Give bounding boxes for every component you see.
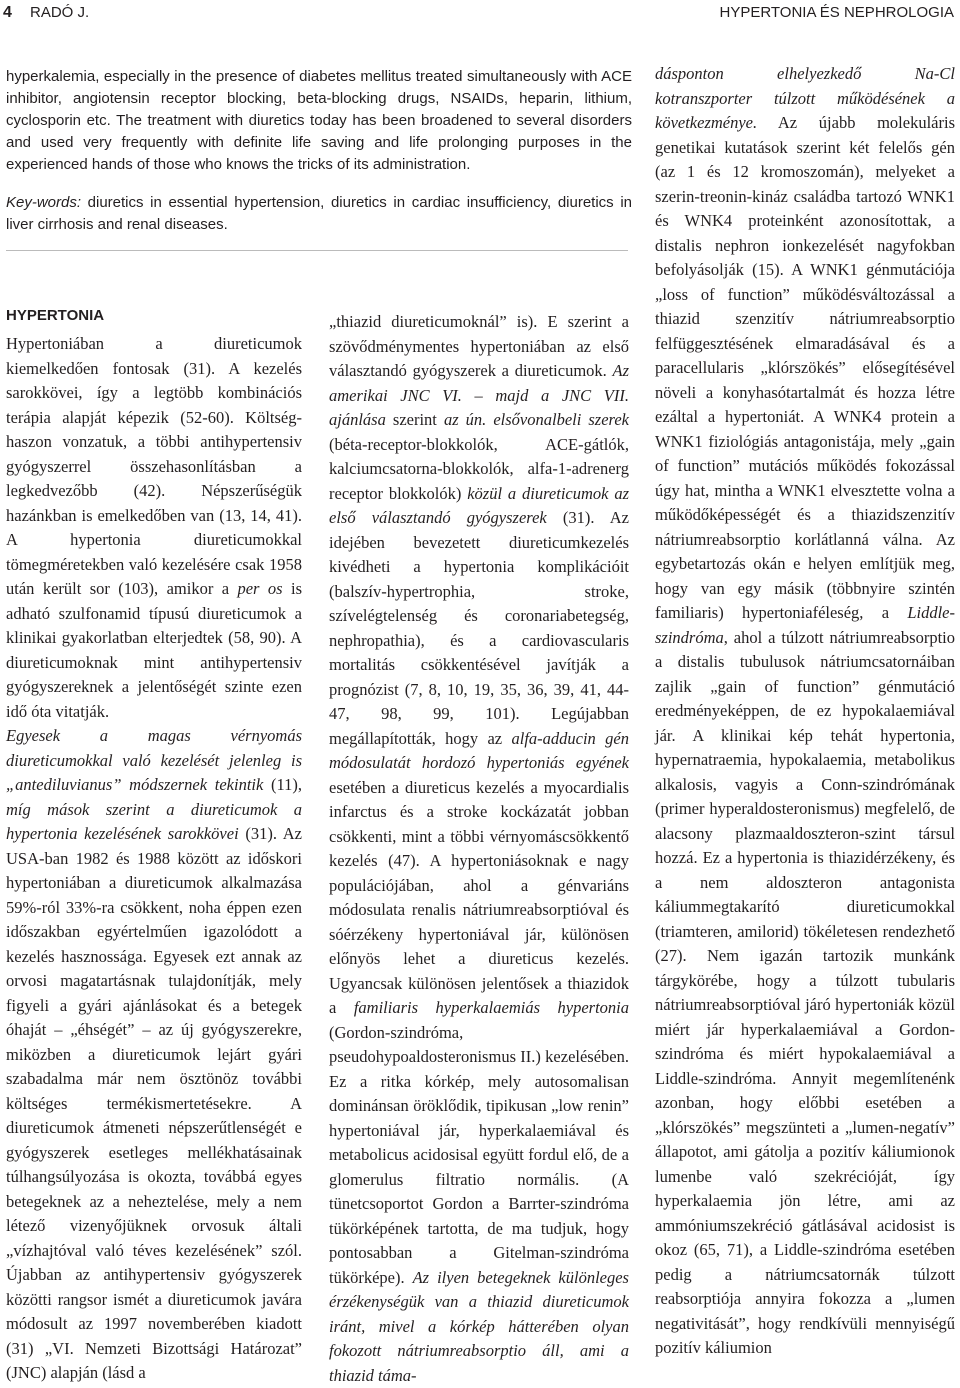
keywords	[6, 192, 632, 236]
section-heading: HYPERTONIA	[6, 307, 105, 324]
header-author: RADÓ J.	[30, 4, 90, 21]
english-abstract	[6, 66, 632, 236]
running-header	[0, 0, 960, 30]
section-divider	[6, 250, 628, 251]
column-2	[329, 310, 629, 1388]
paragraph: Hypertoniában a diureticumok kiemelkedően fontosak (31). A kezelés sarokkövei, így a legtöbb kombinációs terápia alapját képezik (52-60). Költség-haszon vonzatuk, a többi antihypertensiv gyógyszerrel összehasonlításban a legkedvezőbb (42). Népszerűségük hazánkban is emelkedőben van (13, 14, 41). A hypertonia diureticumokkal tömegméretekben való kezelésére csak 1958 után került sor (103), amikor a per os is adható szulfonamid típusú diureticumok a klinikai gyakorlatban elterjedtek (58, 90). A diureticumoknak mint antihypertensiv gyógyszereknek a jelentőségét szinte ezen idő óta vitatják.	[6, 334, 302, 721]
paragraph: dásponton elhelyezkedő Na-Cl kotranszporter túlzott működésének a következménye. Az újabb molekuláris genetikai kutatások szerint két felelős gén (az 1 és 12 kromoszomán), melyeket a szerin-treonin-kináz családba tartozó WNK1 és WNK4 proteinként azonosítottak, a distalis nephron ionkezelését nagyfokban befolyásolják (15). A WNK1 génmutációja „loss of function” működésváltozással a thiazid szenzitív nátriumreabsorptio felfüggesztésének elmaradásával és a paracellularis „klórszökés” elősegítésével növeli a konyhasótartalmát és hozza létre ezáltal a hypertoniát. A WNK4 protein a WNK1 fiziológiás antagonistája, mely „gain of function” mutációs működés fokozással úgy hat, mintha a WNK1 elvesztette volna a működőképességét és a thiazidszenzitív nátriumreabsorptio korlátlanná válna. Az egybetartozás okán e helyen említjük meg, hogy van egy másik (többnyire szintén familiaris) hypertoniaféleség, a Liddle-szindróma, ahol a túlzott nátriumreabsorptio a distalis tubulusok nátriumcsatornáiban zajlik „gain of function” génmutáció eredményeképpen, de ez hypokalaemiával jár. A klinikai kép tehát hypertonia, hypernatraemia, hypokalaemia, metabolikus alkalosis, vagyis a Conn-szindrómának (primer hyperaldosteronismus) megfelelő, de alacsony plazmaaldoszteron-szint társul hozzá. Ez a hypertonia is thiazidérzékeny, és a nem aldoszteron antagonista káliummegtakarító diureticumokkal (triamteren, amilorid) tökéletesen rendezhető (27). Nem igazán tartozik munkánk tárgykörébe, hogy a túlzott tubularis nátriumreabsorptióval járó hypertoniák közül miért jár hyperkalaemiával a Gordon-szindróma és miért hypokalaemiával a Liddle-szindróma. Annyit megemlítenénk azonban, hogy előbbi esetében a „klórszökés” megszünteti a „lumen-negatív” állapotot, ami gátolja a pozitív káliumionok lumenbe való szekrécióját, így hyperkalaemia jön létre, ami az ammóniumszekréció gátlásával acidosist is okoz (65, 71), a Liddle-szindróma esetében pedig a nátriumcsatornák túlzott reabsorptiója annyira fokozza a „lumen negativitását”, hogy rendkívüli mennyiségű pozitív káliumion	[655, 64, 955, 1357]
paragraph: „thiazid diureticumoknál” is). E szerint a szövődménymentes hypertoniában az első választandó gyógyszerek a diureticumok. Az amerikai JNC VI. – majd a JNC VII. ajánlása szerint az ún. elsővonalbeli szerek (béta-receptor-blokkolók, ACE-gátlók, kalciumcsatorna-blokkolók, alfa-1-adrenerg receptor blokkolók) közül a diureticumok az első választandó gyógyszerek (31). Az idejében bevezetett diureticumkezelés kivédheti a hypertonia komplikációit (balszív-hypertrophia, stroke, szívelégtelenség és coronariabetegség, nephropathia), és a cardiovascularis mortalitás csökkentésével javítják a prognózist (7, 8, 10, 19, 35, 36, 39, 41, 44-47, 98, 99, 101). Legújabban megállapították, hogy az alfa-adducin gén módosulatát hordozó hypertoniás egyének esetében a diureticus kezelés a myocardialis infarctus és a stroke kockázatát jobban csökkenti, mint a többi vérnyomáscsökkentő kezelés (47). A hypertoniásoknak e nagy populációjában, ahol a génvariáns módosulata renalis nátriumreabsorptióval és sóérzékeny hypertoniával jár, különösen előnyös lehet a diureticus kezelés. Ugyancsak különösen jelentősek a thiazidok a familiaris hyperkalaemiás hypertonia (Gordon-szindróma, pseudohypoaldosteronismus II.) kezelésében. Ez a ritka kórkép, mely autosomalisan dominánsan öröklődik, tipikusan „low renin” hypertoniával jár, hyperkalaemiával és metabolicus acidosisal együtt fordul elő, de a glomerulus filtratio normális. (A tünetcsoportot Gordon a Barrter-szindróma tükörképének tartotta, de ma tudjuk, hogy pontosabban a Gitelman-szindróma tükörképe). Az ilyen betegeknek különleges érzékenységük van a thiazid diureticumok iránt, mivel a kórkép hátterében olyan fokozott nátriumreabsorptio áll, ami a thiazid táma-	[329, 312, 630, 1385]
keywords-label: Key-words:	[6, 194, 82, 211]
keywords-text: diuretics in essential hypertension, diuretics in cardiac insufficiency, diuretics in liver cirrhosis and renal diseases.	[6, 194, 632, 233]
column-1	[6, 306, 302, 1386]
paragraph: Egyesek a magas vérnyomás diureticumokkal való kezelését jelenleg is „antediluvianus” módszernek tekintik (11), míg mások szerint a diureticumok a hypertonia kezelésének sarokkövei (31). Az USA-ban 1982 és 1988 között az időskori hypertoniában a diureticumok alkalmazása 59%-ról 33%-ra csökkent, noha éppen ezen időszakban egyértelműen igazolódott a kezelés hasznossága. Egyesek ezt annak az orvosi magatartásnak tulajdonítják, mely figyeli a gyári ajánlásokat és a betegek óhaját – „éhségét” – az új gyógyszerekre, miközben a diureticumok lejárt gyári szabadalma már nem ösztönöz további költséges termékismertetésekre. A diureticumok átmeneti népszerűtlenségét e gyógyszerek esetleges mellékhatásainak túlhangsúlyozása is okozta, továbbá egyes betegeknek az a neheztelése, mely a nem létező vizenyőjüknek orvosuk általi „vízhajtóval való téves kezelésének” szól. Újabban az antihypertensiv gyógyszerek közötti rangsor ismét a diureticumok javára módosult az 1997 novemberében kiadott (31) „VI. Nemzeti Bizottsági Határozat” (JNC) alapján (lásd a	[6, 726, 302, 1382]
abstract-text: hyperkalemia, especially in the presence of diabetes mellitus treated simultaneously with ACE inhibitor, angiotensin receptor blocking, beta-blocking drugs, NSAIDs, heparin, lithium, cyclosporin etc. The treatment with diuretics today has been broadened to several disorders and used very frequently with definite life saving and life prolonging purposes in the experienced hands of those who knows the tricks of its administration.	[6, 68, 632, 173]
column-3	[655, 62, 955, 1361]
page-number: 4	[3, 4, 12, 21]
header-journal-section: HYPERTONIA ÉS NEPHROLOGIA	[719, 4, 954, 21]
